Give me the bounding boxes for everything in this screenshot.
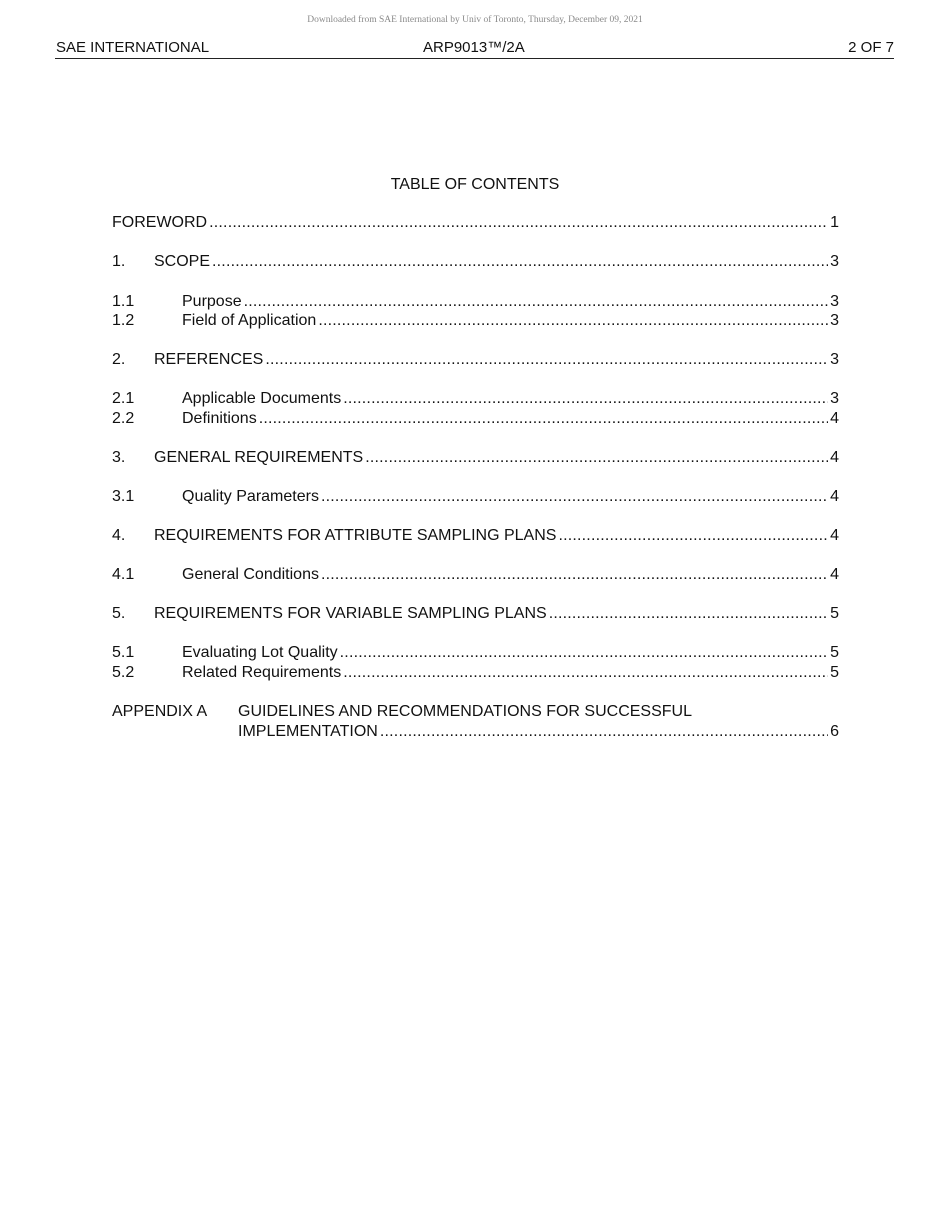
toc-leader-dots	[365, 448, 828, 468]
toc-leader-dots	[343, 389, 828, 409]
toc-entry-label: Purpose	[182, 293, 242, 310]
toc-entry-applicable-documents[interactable]	[112, 389, 839, 409]
toc-entry-appendix-a-title-line1: GUIDELINES AND RECOMMENDATIONS FOR SUCCESSFUL	[238, 703, 692, 720]
toc-entry-evaluating-lot-quality[interactable]	[112, 643, 839, 663]
toc-entry-related-requirements[interactable]	[112, 663, 839, 683]
toc-entry-references[interactable]	[112, 350, 839, 370]
toc-entry-label: REQUIREMENTS FOR ATTRIBUTE SAMPLING PLANS	[154, 527, 557, 544]
toc-entry-number: 3.1	[112, 488, 135, 505]
toc-entry-general-requirements[interactable]	[112, 448, 839, 468]
toc-entry-page: 4	[830, 527, 839, 544]
toc-leader-dots	[321, 565, 828, 585]
toc-entry-label: Applicable Documents	[182, 390, 342, 407]
toc-entry-label: SCOPE	[154, 253, 211, 270]
download-notice: Downloaded from SAE International by Univ of Toronto, Thursday, December 09, 2021	[307, 15, 643, 25]
header-document-id: ARP9013™/2A	[423, 39, 525, 56]
header-publisher: SAE INTERNATIONAL	[56, 39, 210, 56]
toc-entry-page: 3	[830, 253, 839, 270]
toc-entry-number: 1.1	[112, 293, 135, 310]
toc-entry-label: Quality Parameters	[182, 488, 319, 505]
toc-entry-field-of-application[interactable]	[112, 311, 839, 331]
toc-entry-page: 3	[830, 293, 839, 310]
toc-entry-number: 5.1	[112, 644, 135, 661]
toc-entry-purpose[interactable]	[112, 292, 839, 312]
toc-entry-number: 2.1	[112, 390, 135, 407]
toc-entry-page: 3	[830, 351, 839, 368]
toc-entry-label: REQUIREMENTS FOR VARIABLE SAMPLING PLANS	[154, 605, 547, 622]
toc-entry-label: Related Requirements	[182, 664, 342, 681]
toc-entry-number: 5.2	[112, 664, 135, 681]
toc-entry-page: 5	[830, 605, 839, 622]
toc-entry-general-conditions[interactable]	[112, 565, 839, 585]
toc-leader-dots	[343, 663, 828, 683]
toc-leader-dots	[209, 213, 828, 233]
toc-entry-appendix-a[interactable]	[112, 722, 839, 742]
toc-entry-attribute-sampling-plans[interactable]	[112, 526, 839, 546]
toc-entry-number: 2.2	[112, 410, 135, 427]
toc-entry-number: 4.1	[112, 566, 135, 583]
toc-entry-page: 6	[830, 723, 839, 740]
toc-entry-label: FOREWORD	[112, 214, 208, 231]
toc-entry-label: Evaluating Lot Quality	[182, 644, 338, 661]
toc-entry-foreword[interactable]	[112, 213, 839, 233]
toc-entry-label: Definitions	[182, 410, 257, 427]
toc-entry-label: IMPLEMENTATION	[238, 723, 378, 740]
toc-entry-label: GENERAL REQUIREMENTS	[154, 449, 364, 466]
toc-entry-number: 2.	[112, 351, 126, 368]
toc-leader-dots	[549, 604, 828, 624]
toc-entry-definitions[interactable]	[112, 409, 839, 429]
page-header	[55, 38, 894, 59]
toc-leader-dots	[340, 643, 828, 663]
toc-entry-page: 4	[830, 566, 839, 583]
toc-entry-page: 1	[830, 214, 839, 231]
toc-entry-page: 4	[830, 410, 839, 427]
toc-leader-dots	[318, 311, 828, 331]
toc-entry-page: 5	[830, 644, 839, 661]
toc-entry-number: 1.2	[112, 312, 135, 329]
toc-entry-quality-parameters[interactable]	[112, 487, 839, 507]
toc-entry-scope[interactable]	[112, 252, 839, 272]
toc-entry-page: 5	[830, 664, 839, 681]
toc-leader-dots	[259, 409, 828, 429]
toc-leader-dots	[212, 252, 828, 272]
toc-leader-dots	[244, 292, 829, 312]
toc-title: TABLE OF CONTENTS	[390, 176, 560, 193]
toc-entry-page: 3	[830, 390, 839, 407]
toc-leader-dots	[265, 350, 828, 370]
toc-entry-label: Field of Application	[182, 312, 317, 329]
toc-leader-dots	[321, 487, 828, 507]
toc-entry-number: 1.	[112, 253, 126, 270]
toc-entry-label: REFERENCES	[154, 351, 264, 368]
toc-entry-number: 5.	[112, 605, 126, 622]
header-page-number: 2 OF 7	[848, 39, 894, 56]
toc-entry-variable-sampling-plans[interactable]	[112, 604, 839, 624]
toc-entry-page: 4	[830, 488, 839, 505]
toc-entry-number: 3.	[112, 449, 126, 466]
toc-leader-dots	[380, 722, 828, 742]
toc-entry-number: 4.	[112, 527, 126, 544]
toc-leader-dots	[558, 526, 828, 546]
toc-entry-label: General Conditions	[182, 566, 319, 583]
toc-entry-page: 3	[830, 312, 839, 329]
toc-entry-number: APPENDIX A	[112, 703, 208, 720]
toc-entry-page: 4	[830, 449, 839, 466]
